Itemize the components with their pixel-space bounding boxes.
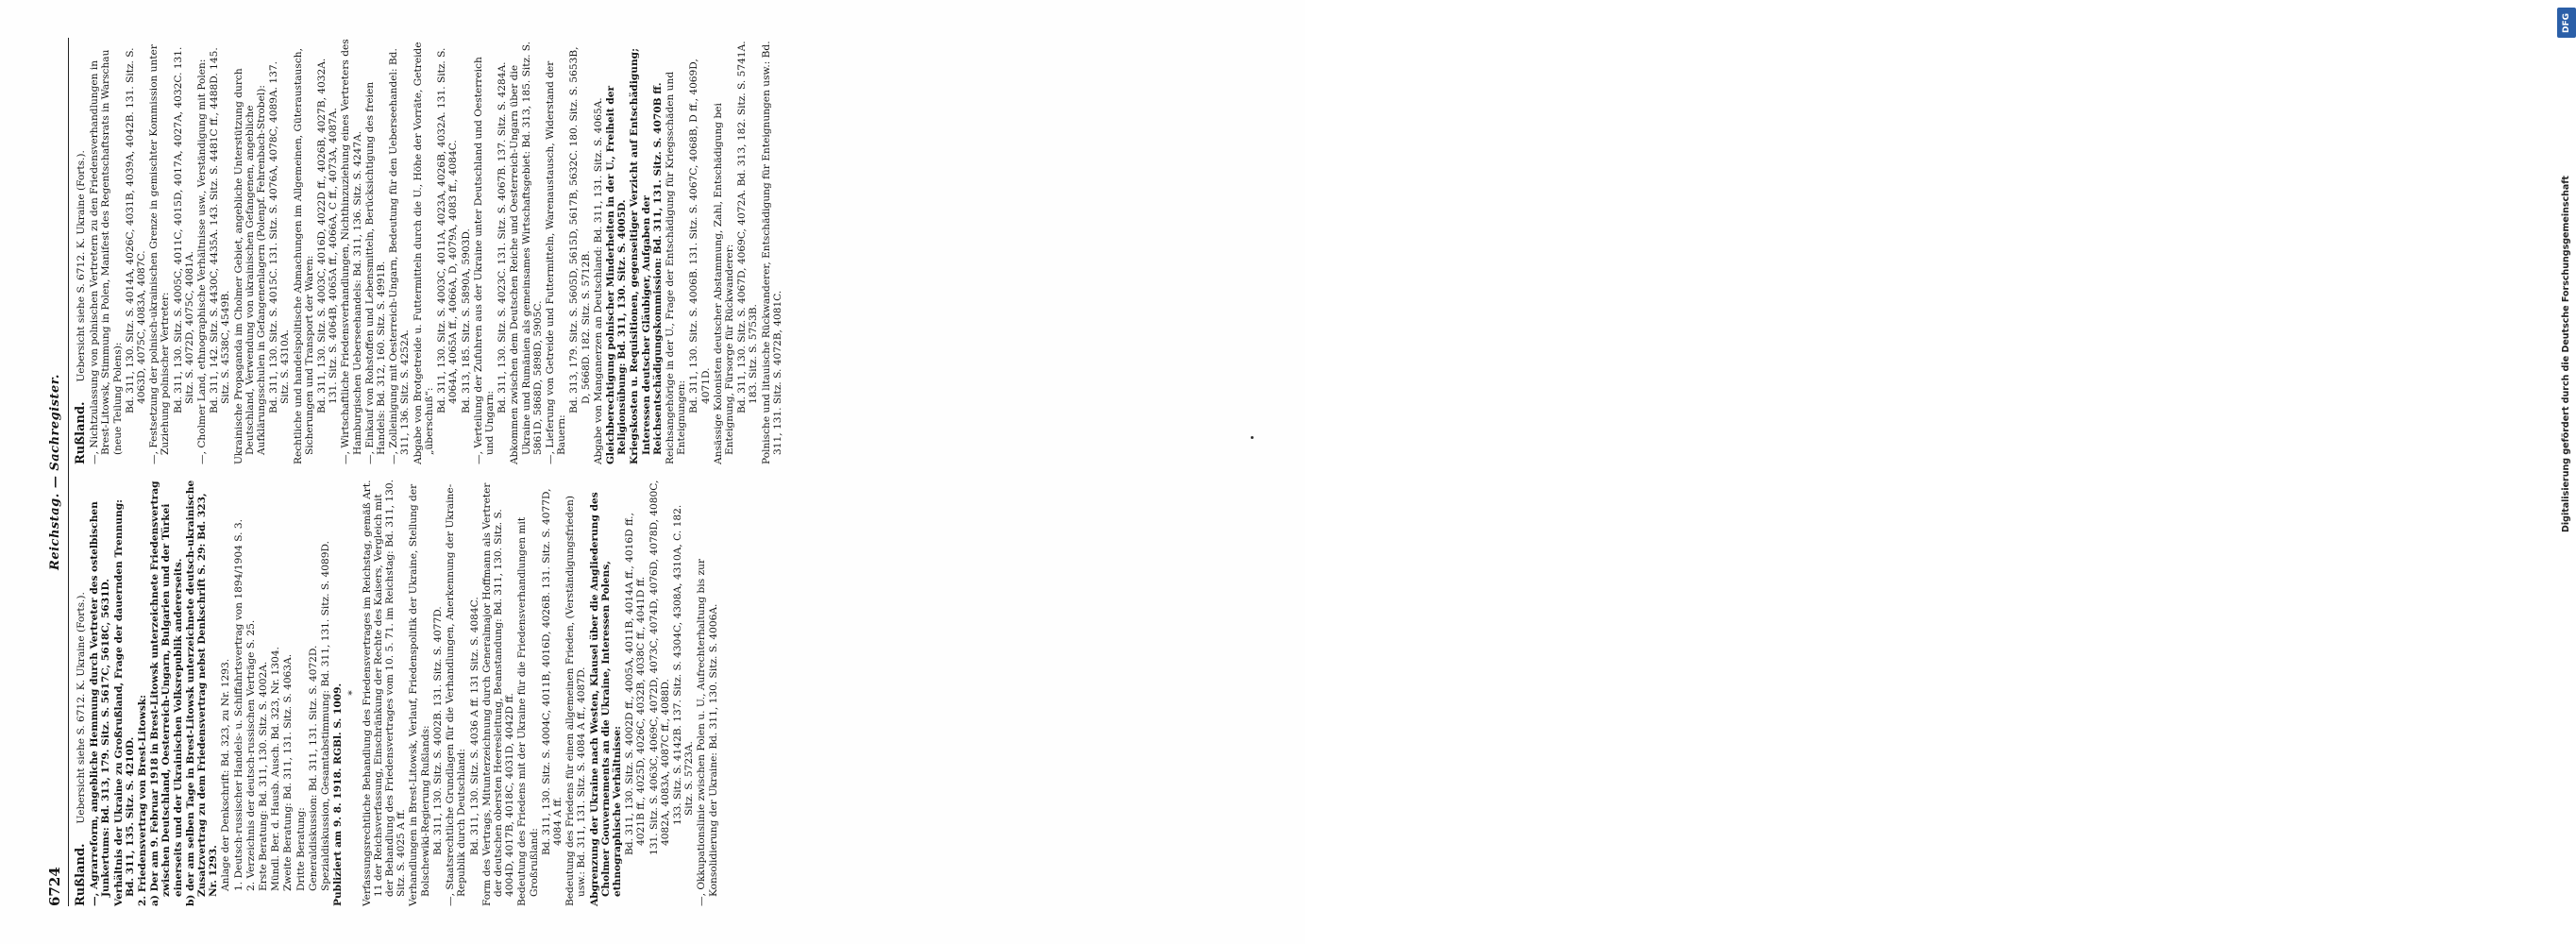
- index-entry: Polnische und litauische Rückwanderer, Entschädigung für Enteignungen usw.: Bd. 311, 131. Sitz. S. 4072B, 4081C.: [760, 41, 783, 464]
- keyword: Rußland.: [74, 401, 88, 464]
- index-entry: 133. Sitz. S. 4142B. 137. Sitz. S. 4304C, 4308A, 4310A, C. 182. Sitz. S. 5723A.: [671, 504, 696, 825]
- index-entry: —, Festsetzung der polnisch-ukrainischen Grenze in gemischter Kommission unter Zuziehung polnischer Vertreter:: [148, 44, 172, 464]
- index-entry: *: [346, 690, 359, 696]
- index-entry: Bd. 313, 179. Sitz. S. 5605D, 5615D, 5617B, 5632C. 180. Sitz. S. 5653B, D, 5668D. 182. Sitz. S. 5712B.: [568, 46, 592, 413]
- index-entry: 131. Sitz. S. 4063C, 4069C, 4072D, 4073C, 4074D, 4076D, 4078D, 4080C, 4082A, 4083A, 4087C ff., 4088D.: [648, 480, 671, 855]
- index-entry: Anlage der Denkschrift: Bd. 323, zu Nr. 1293.: [220, 658, 232, 891]
- index-entry: Dritte Beratung:: [295, 807, 307, 891]
- index-entry: 2. Verzeichnis der deutsch-russischen Verträge S. 25.: [244, 619, 257, 891]
- index-entry: Bedeutung des Friedens für einen allgemeinen Frieden, (Verständigungsfrieden) usw.: Bd. 311, 131. Sitz. S. 4084 A ff., 4087D.: [564, 496, 588, 906]
- column-head: [76, 38, 87, 464]
- index-entry: Bd. 311, 130. Sitz. S. 4067D, 4069C, 4072A. Bd. 313, 182. Sitz. S. 5741A. 183. Sitz. S. 5753B.: [736, 41, 760, 413]
- index-entry: —, Wirtschaftliche Friedensverhandlungen, Nichthinzuziehung eines Vertreters des Hamburgischen Ueberseehandels: Bd. 311, 136. Sitz. S. 4247A.: [340, 39, 363, 464]
- index-entry: Generaldiskussion: Bd. 311, 131. Sitz. S. 4072D.: [307, 645, 319, 891]
- index-entry: b) der am selben Tage in Brest-Litowsk unterzeichnete deutsch-ukrainische Zusatzvertrag zu dem Friedensvertrag nebst Denkschrift S. 29: Bd. 323, Nr. 1293.: [184, 480, 220, 906]
- keyword: Rußland.: [74, 843, 88, 906]
- index-entry: Bd. 311, 130. Sitz. S. 4002B. 131. Sitz. S. 4077D.: [431, 606, 444, 855]
- index-entry: —, Lieferung von Getreide und Futtermitteln, Warenaustausch, Widerstand der Bauern:: [544, 60, 568, 464]
- index-entry: Verhältnis der Ukraine zu Großrußland, Frage der dauernden Trennung: Bd. 311, 135. Sitz. S. 4210D.: [112, 498, 136, 906]
- left-column: [76, 480, 1293, 906]
- index-entry: —, Cholmer Land, ethnographische Verhältnisse usw., Verständigung mit Polen:: [196, 59, 209, 464]
- index-entry: —, Okkupationslinie zwischen Polen u. U., Aufrechterhaltung bis zur Konsolidierung der Ukraine: Bd. 311, 130. Sitz. S. 4006A.: [696, 558, 719, 906]
- index-entry: —, Einkauf von Rohstoffen und Lebensmitteln, Berücksichtigung des freien Handels: Bd. 312, 160. Sitz. S. 4991B.: [363, 81, 388, 464]
- index-entry: Publiziert am 9. 8. 1918. RGBl. S. 1009.: [332, 683, 345, 906]
- index-entry: 2. Friedensvertrag von Brest-Litowsk:: [137, 694, 149, 906]
- index-entry: Verfassungsrechtliche Behandlung des Friedensvertrages im Reichstag, gemäß Art. 11 der Reichsverfassung, Einschränkung der Rechte des Kaisers, Vergleich mit der Behandlung des Friedensvertrages vom 10. 5. 71. im Reichstag: Bd. 311, 130. Sitz. S. 4025 A ff.: [361, 480, 408, 906]
- index-entry: —, Verteilung der Zufuhren aus der Ukraine unter Deutschland und Oesterreich und Ungarn:: [472, 57, 496, 464]
- index-entry: Reichsangehörige in der U., Frage der Entschädigung für Kriegsschäden und Enteignungen:: [664, 71, 688, 464]
- index-entry: Abgrenzung der Ukraine nach Westen, Klausel über die Angliederung des Cholmer Gouvernements an die Ukraine, Interessen Polens, ethnographische Verhältnisse:: [588, 492, 623, 906]
- index-entry: Rechtliche und handelspolitische Abmachungen im Allgemeinen, Güteraustausch, Sicherungen und Transport der Waren:: [292, 48, 315, 464]
- index-entry: Bd. 311, 130. Sitz. S. 4004C, 4011B, 4016D, 4026B. 131. Sitz. S. 4077D, 4084 A ff.: [540, 488, 564, 855]
- index-entry: Zweite Beratung: Bd. 311, 131. Sitz. S. 4063A.: [282, 653, 295, 891]
- overview-reference: Uebersicht siehe S. 6712. K. Ukraine (Forts.).: [76, 592, 87, 824]
- entry-list: [89, 38, 783, 464]
- page-content: [47, 38, 1293, 906]
- index-entry: Ukrainische Propaganda im Cholmer Gebiet, angebliche Unterstützung durch Deutschland, Verwendung von ukrainischen Gefangenen, angebliche Aufklärungsschulen in Gefangenenlagern (Polenpf. Fehrenbach-Strobel):: [232, 68, 268, 464]
- index-entry: Abkommen zwischen dem Deutschen Reiche und Oesterreich-Ungarn über die Ukraine und Rumänien als gemeinsames Wirtschaftsgebiet: Bd. 313, 185. Sitz. S. 5861D, 5868D, 5898D, 5905C.: [509, 41, 544, 464]
- running-title: Reichstag. — Sachregister.: [48, 374, 62, 570]
- index-entry: Bd. 311, 130. Sitz. S. 4005C, 4011C, 4015D, 4017A, 4027A, 4032C. 131. Sitz. S. 4072D, 4075C, 4081A.: [172, 46, 195, 413]
- index-entry: Kriegskosten u. Requisitionen, gegenseitiger Verzicht auf Entschädigung; Interessen deutscher Gläubiger, Aufgaben der Reichsentschädigungskommission: Bd. 311, 131. Sitz. S. 4070B ff.: [629, 48, 664, 464]
- index-entry: Bd. 311, 130. Sitz. S. 4003C, 4011A, 4023A, 4026B, 4032A. 131. Sitz. S. 4064A, 4065A ff., 4066A, D, 4079A, 4083 ff., 4084C.: [436, 47, 460, 413]
- dfg-logo: DFG: [2557, 8, 2576, 38]
- index-entry: Erste Beratung: Bd. 311, 130. Sitz. S. 4002A.: [258, 661, 270, 891]
- page-number: 6724: [46, 867, 63, 906]
- index-entry: 1. Deutsch-russischer Handels- u. Schiffahrtsvertrag von 1894/1904 S. 3.: [232, 519, 244, 891]
- index-entry: Spezialdiskussion, Gesamtabstimmung: Bd. 311, 131. Sitz. S. 4089D.: [320, 541, 332, 891]
- index-entry: Bd. 311, 130. Sitz. S. 4015C. 131. Sitz. S. 4076A, 4078C, 4089A. 137. Sitz. S. 4310A.: [268, 61, 292, 413]
- index-entry: Ansässige Kolonisten deutscher Abstammung, Zahl, Entschädigung bei Enteignung, Fürsorge für Rückwanderer:: [712, 103, 735, 464]
- overview-reference: Uebersicht siehe S. 6712. K. Ukraine (Forts.).: [76, 150, 87, 382]
- index-entry: —, Nichtzulassung von polnischen Vertretern zu den Friedensverhandlungen in Brest-Litowsk, Stimmung in Polen, Manifest des Regentschaftsrats in Warschau (neue Teilung Polens):: [89, 49, 124, 464]
- index-entry: Bd. 311, 130. Sitz. S. 4002D ff., 4005A, 4011B, 4014A ff., 4016D ff., 4021B ff., 4025D, 4026C, 4032B, 4038C ff., 4041D ff.: [624, 513, 648, 855]
- index-entry: Bd. 311, 142. Sitz. S. 4430C, 4435A. 143. Sitz. S. 4481C ff., 4488D. 145. Sitz. S. 4538C, 4549B.: [209, 47, 232, 413]
- entry-list: [89, 480, 719, 906]
- index-entry: Form des Vertrags, Mitunterzeichnung durch Generalmajor Hoffmann als Vertreter der deutschen obersten Heeresleitung, Beanstandung: Bd. 311, 130. Sitz. S. 4004D, 4017B, 4018C, 4031D, 4042D ff.: [480, 482, 516, 906]
- funding-credit: Digitalisierung gefördert durch die Deutsche Forschungsgemeinschaft: [2561, 176, 2571, 532]
- index-entry: Bd. 313, 185. Sitz. S. 5890A, 5903D.: [460, 228, 472, 413]
- index-entry: Bd. 311, 130. Sitz. S. 4003C, 4016D, 4022D ff., 4026B, 4027B, 4032A. 131. Sitz. S. 4064B, 4065A ff., 4066A, C ff., 4073A, 4087A.: [316, 58, 340, 413]
- index-entry: Abgabe von Manganerzen an Deutschland: Bd. 311, 131. Sitz. S. 4065A.: [592, 97, 604, 464]
- digitization-sidebar: [1276, 0, 2571, 944]
- index-entry: Bd. 311, 130. Sitz. S. 4014A, 4026C, 4031B, 4039A, 4042B. 131. Sitz. S. 4063D, 4075C, 4083A, 4087C.: [124, 47, 148, 413]
- index-entry: Bd. 311, 130. Sitz. S. 4036 A ff. 131 Sitz. S. 4084C.: [468, 597, 480, 855]
- index-entry: Bd. 311, 130. Sitz. S. 4006B. 131. Sitz. S. 4067C, 4068B, D ff., 4069D, 4071D.: [688, 59, 712, 413]
- page-header: [47, 38, 69, 906]
- scan-speck: [1251, 436, 1254, 439]
- index-entry: —, Agrarreform, angebliche Hemmung durch Vertreter des ostelbischen Junkertums: Bd. 313, 179. Sitz. S. 5617C, 5618C, 5631D.: [89, 501, 112, 906]
- index-entry: Abgabe von Brotgetreide u. Futtermitteln durch die U., Höhe der Vorräte, Getreide „überschuß“:: [412, 42, 435, 464]
- index-entry: Gleichberechtigung polnischer Minderheiten in der U., Freiheit der Religionsübung: Bd. 311, 130. Sitz. S. 4005D.: [604, 85, 629, 464]
- index-entry: a) Der am 9. Februar 1918 in Brest-Litowsk unterzeichnete Friedensvertrag zwischen Deutschland, Oesterreich-Ungarn, Bulgarien und der Türkei einerseits und der Ukrainischen Volksrepublik andererseits.: [149, 480, 184, 906]
- index-entry: Bd. 311, 130. Sitz. S. 4023C. 131. Sitz. S. 4067B. 137. Sitz. S. 4284A.: [497, 61, 509, 413]
- index-entry: Verhandlungen in Brest-Litowsk, Verlauf, Friedenspolitik der Ukraine, Stellung der Bolschewiki-Regierung Rußlands:: [408, 483, 431, 906]
- index-entry: —, Staatsrechtliche Grundlagen für die Verhandlungen, Anerkennung der Ukraine-Republik durch Deutschland:: [445, 483, 468, 906]
- index-entry: —, Zolleinigung mit Oesterreich-Ungarn, Bedeutung für den Ueberseehandel: Bd. 311, 136. Sitz. S. 4252A.: [388, 48, 412, 464]
- index-entry: Mündl. Ber. d. Hausb. Ausch. Bd. 323, Nr. 1304.: [270, 647, 282, 891]
- column-head: [76, 480, 87, 906]
- right-column: [76, 38, 1293, 464]
- index-entry: Bedeutung des Friedens mit der Ukraine für die Friedensverhandlungen mit Großrußland:: [516, 516, 540, 906]
